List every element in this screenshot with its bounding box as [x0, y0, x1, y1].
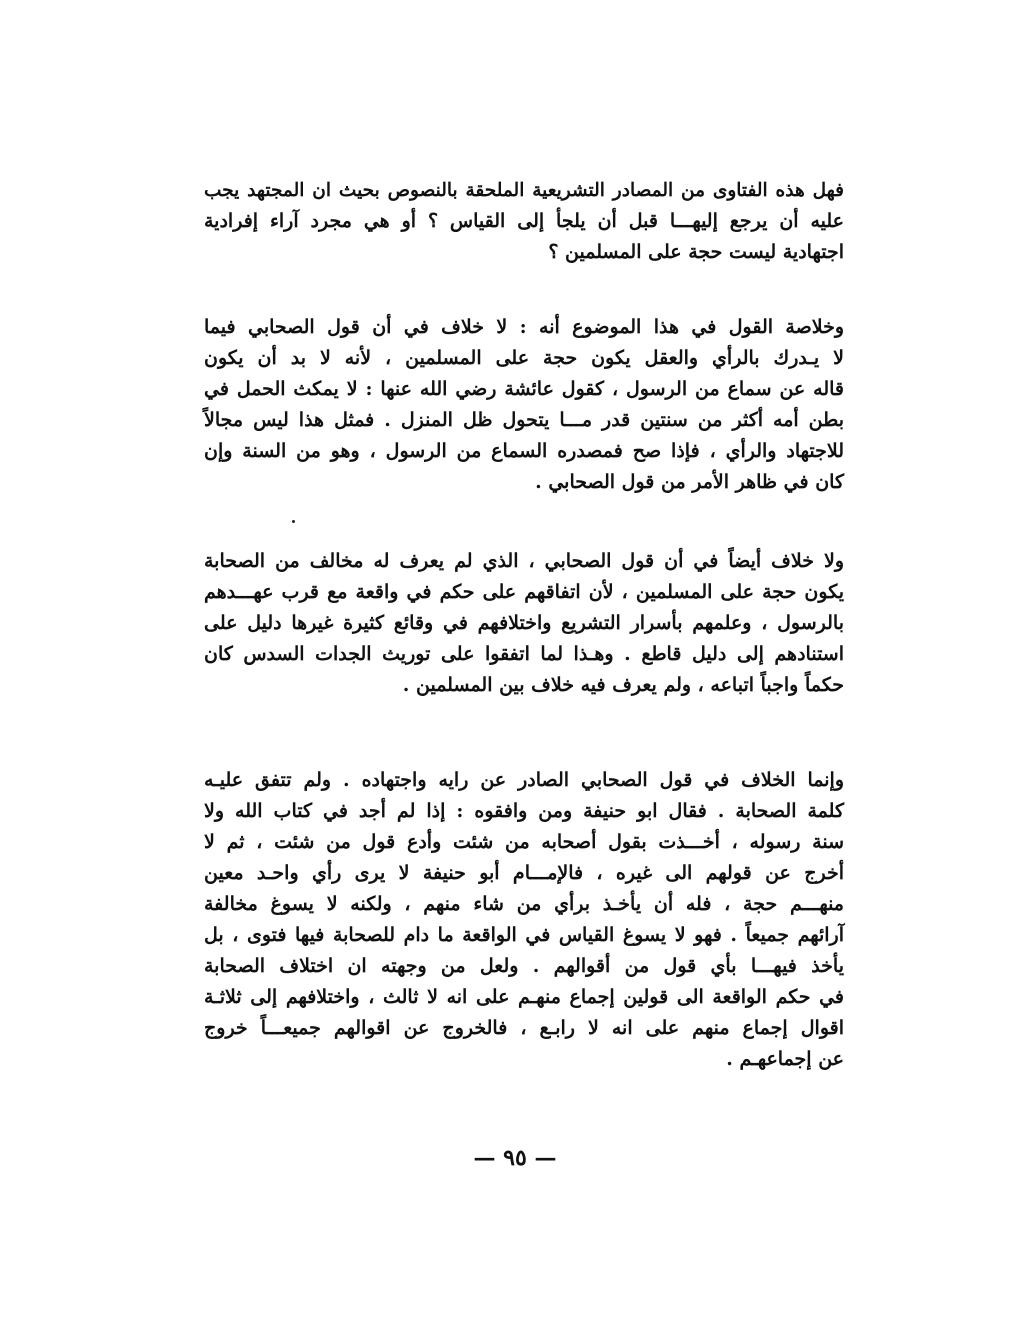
text-line: منهـــم حجة ، فله أن يأخـذ برأي من شاء منهم ، ولكنه لا يسوغ مخالفة — [204, 893, 844, 915]
text-line: بطن أمه أكثر من سنتين قدر مـــا يتحول ظل المنزل . فمثل هذا ليس مجالاً — [204, 409, 844, 431]
text-line: لا يـدرك بالرأي والعقل يكون حجة على المسلمين ، لأنه لا بد أن يكون — [204, 347, 844, 369]
stray-ink-dot — [292, 520, 295, 523]
text-line: استنادهم إلى دليل قاطع . وهـذا لما اتفقوا على توريث الجدات السدس كان — [204, 643, 844, 665]
text-line: قاله عن سماع من الرسول ، كقول عائشة رضي الله عنها : لا يمكث الحمل في — [204, 378, 844, 400]
text-line: وإنما الخلاف في قول الصحابي الصادر عن رايه واجتهاده . ولم تتفق عليـه — [204, 769, 844, 791]
text-line: وخلاصة القول في هذا الموضوع أنه : لا خلاف في أن قول الصحابي فيما — [204, 316, 844, 338]
paragraph-4 — [204, 765, 844, 1075]
text-line: أخرج عن قولهم الى غيره ، فالإمـــام أبو حنيفة لا يرى رأي واحـد معين — [204, 862, 844, 884]
text-line: اجتهادية ليست حجة على المسلمين ؟ — [548, 241, 844, 263]
text-line: عليه أن يرجع إليهـــا قبل أن يلجأ إلى القياس ؟ أو هي مجرد آراء إفرادية — [204, 210, 844, 232]
text-line: سنة رسوله ، أخـــذت بقول أصحابه من شئت وأدع قول من شئت ، ثم لا — [204, 831, 844, 853]
text-line: عن إجماعهـم . — [726, 1048, 844, 1070]
paragraph-1 — [204, 175, 844, 268]
text-line: للاجتهاد والرأي ، فإذا صح فمصدره السماع من الرسول ، وهو من السنة وإن — [204, 440, 844, 462]
text-line: يأخذ فيهـــا بأي قول من أقوالهم . ولعل من وجهته ان اختلاف الصحابة — [204, 955, 844, 977]
paragraph-2 — [204, 312, 844, 498]
text-line: فهل هذه الفتاوى من المصادر التشريعية الملحقة بالنصوص بحيث ان المجتهد يجب — [204, 180, 844, 201]
text-line: آرائهم جميعاً . فهو لا يسوغ القياس في الواقعة ما دام للصحابة فيها فتوى ، بل — [204, 924, 844, 946]
text-line: اقوال إجماع منهم على انه لا رابـع ، فالخروج عن اقوالهم جميعـــاً خروج — [204, 1017, 844, 1039]
text-line: في حكم الواقعة الى قولين إجماع منهـم على انه لا ثالث ، واختلافهم إلى ثلاثـة — [204, 986, 844, 1008]
page-number: — ٩٥ — — [473, 1145, 557, 1171]
text-line: ولا خلاف أيضاً في أن قول الصحابي ، الذي لم يعرف له مخالف من الصحابة — [204, 550, 844, 572]
text-line: كلمة الصحابة . فقال ابو حنيفة ومن وافقوه : إذا لم أجد في كتاب الله ولا — [204, 800, 844, 822]
paragraph-3 — [204, 546, 844, 701]
text-line: حكماً واجباً اتباعه ، ولم يعرف فيه خلاف بين المسلمين . — [402, 674, 844, 696]
text-line: يكون حجة على المسلمين ، لأن اتفاقهم على حكم في واقعة مع قرب عهـــدهم — [204, 581, 844, 603]
text-line: بالرسول ، وعلمهم بأسرار التشريع واختلافهم في وقائع كثيرة غيرها دليل على — [204, 612, 844, 634]
text-line: كان في ظاهر الأمر من قول الصحابي . — [535, 471, 844, 493]
